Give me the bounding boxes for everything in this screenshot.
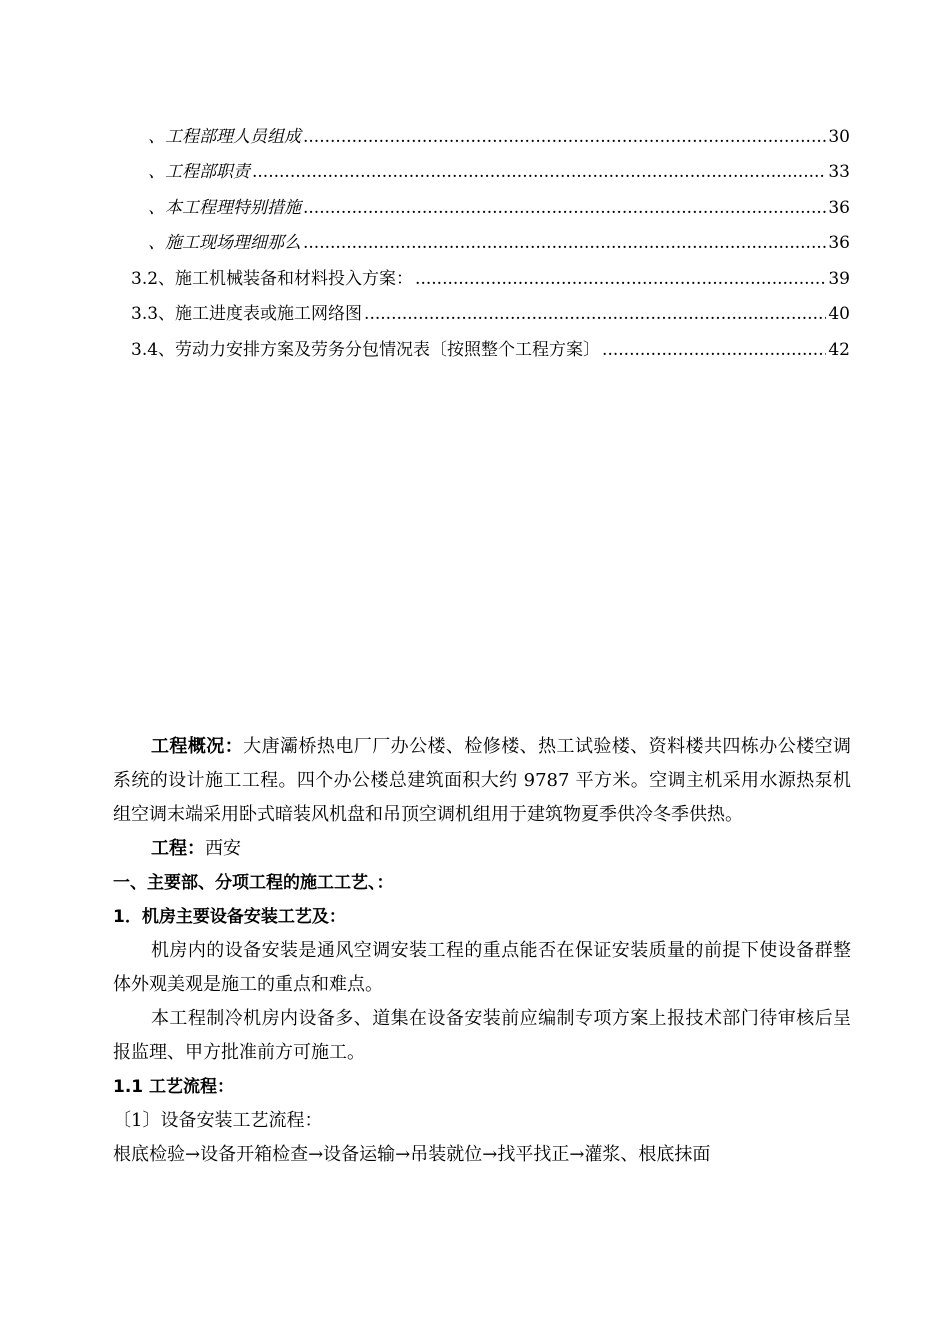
toc-entry-page: 39 <box>828 269 850 289</box>
toc-leader-dots <box>303 231 826 255</box>
toc-leader-dots <box>252 160 826 184</box>
toc-leader-dots <box>303 196 826 220</box>
toc-entry-page: 33 <box>828 162 850 182</box>
overview-text: 大唐灞桥热电厂厂办公楼、检修楼、热工试验楼、资料楼共四栋办公楼空调系统的设计施工工程。四个办公楼总建筑面积大约 9787 平方米。空调主机采用水源热泵机组空调末端采用卧式暗装风机盘和吊顶空调机组用于建筑物夏季供冷冬季供热。 <box>113 736 852 825</box>
toc-entry-page: 36 <box>828 198 850 218</box>
toc-leader-dots <box>364 302 826 326</box>
toc-leader-dots <box>303 125 826 149</box>
toc-entry[interactable] <box>131 267 850 291</box>
toc-leader-dots <box>415 267 826 291</box>
project-location-paragraph <box>113 832 851 866</box>
toc-entry[interactable] <box>131 302 850 326</box>
project-overview-paragraph <box>113 730 851 832</box>
location-label: 工程： <box>151 838 205 859</box>
document-body <box>113 730 851 1172</box>
toc-entry-page: 36 <box>828 233 850 253</box>
toc-entry-page: 40 <box>828 304 850 324</box>
toc-entry-title: 3.4、劳动力安排方案及劳务分包情况表〔按照整个工程方案〕 <box>131 340 601 360</box>
toc-entry-title: 、工程部职责 <box>148 162 250 182</box>
subsection-heading: 1.1 工艺流程： <box>113 1077 235 1097</box>
flow-label: 〔1〕设备安装工艺流程： <box>113 1110 323 1131</box>
location-text: 西安 <box>205 838 241 859</box>
flow-text: 根底检验→设备开箱检查→设备运输→吊装就位→找平找正→灌浆、根底抹面 <box>113 1144 711 1165</box>
toc-entry-title: 、工程部理人员组成 <box>148 127 301 147</box>
body-paragraph: 本工程制冷机房内设备多、道集在设备安装前应编制专项方案上报技术部门待审核后呈报监理、甲方批准前方可施工。 <box>113 1008 851 1063</box>
toc-entry[interactable] <box>148 125 850 149</box>
toc-entry[interactable] <box>131 338 850 362</box>
section-heading: 一、主要部、分项工程的施工工艺、： <box>113 873 394 893</box>
toc-leader-dots <box>602 338 826 362</box>
toc-entry-page: 42 <box>828 340 850 360</box>
subsection-heading: 1．机房主要设备安装工艺及： <box>113 907 346 927</box>
toc-entry-page: 30 <box>828 127 850 147</box>
overview-label: 工程概况： <box>151 736 244 757</box>
toc-entry-title: 、本工程理特别措施 <box>148 198 301 218</box>
toc-entry[interactable] <box>148 231 850 255</box>
body-paragraph: 机房内的设备安装是通风空调安装工程的重点能否在保证安装质量的前提下使设备群整体外观美观是施工的重点和难点。 <box>113 940 851 995</box>
toc-entry-title: 3.3、施工进度表或施工网络图 <box>131 304 363 324</box>
toc-entry-title: 、施工现场理细那么 <box>148 233 301 253</box>
toc-entry[interactable] <box>148 196 850 220</box>
toc-entry-title: 3.2、施工机械装备和材料投入方案： <box>131 269 414 289</box>
toc-entry[interactable] <box>148 160 850 184</box>
